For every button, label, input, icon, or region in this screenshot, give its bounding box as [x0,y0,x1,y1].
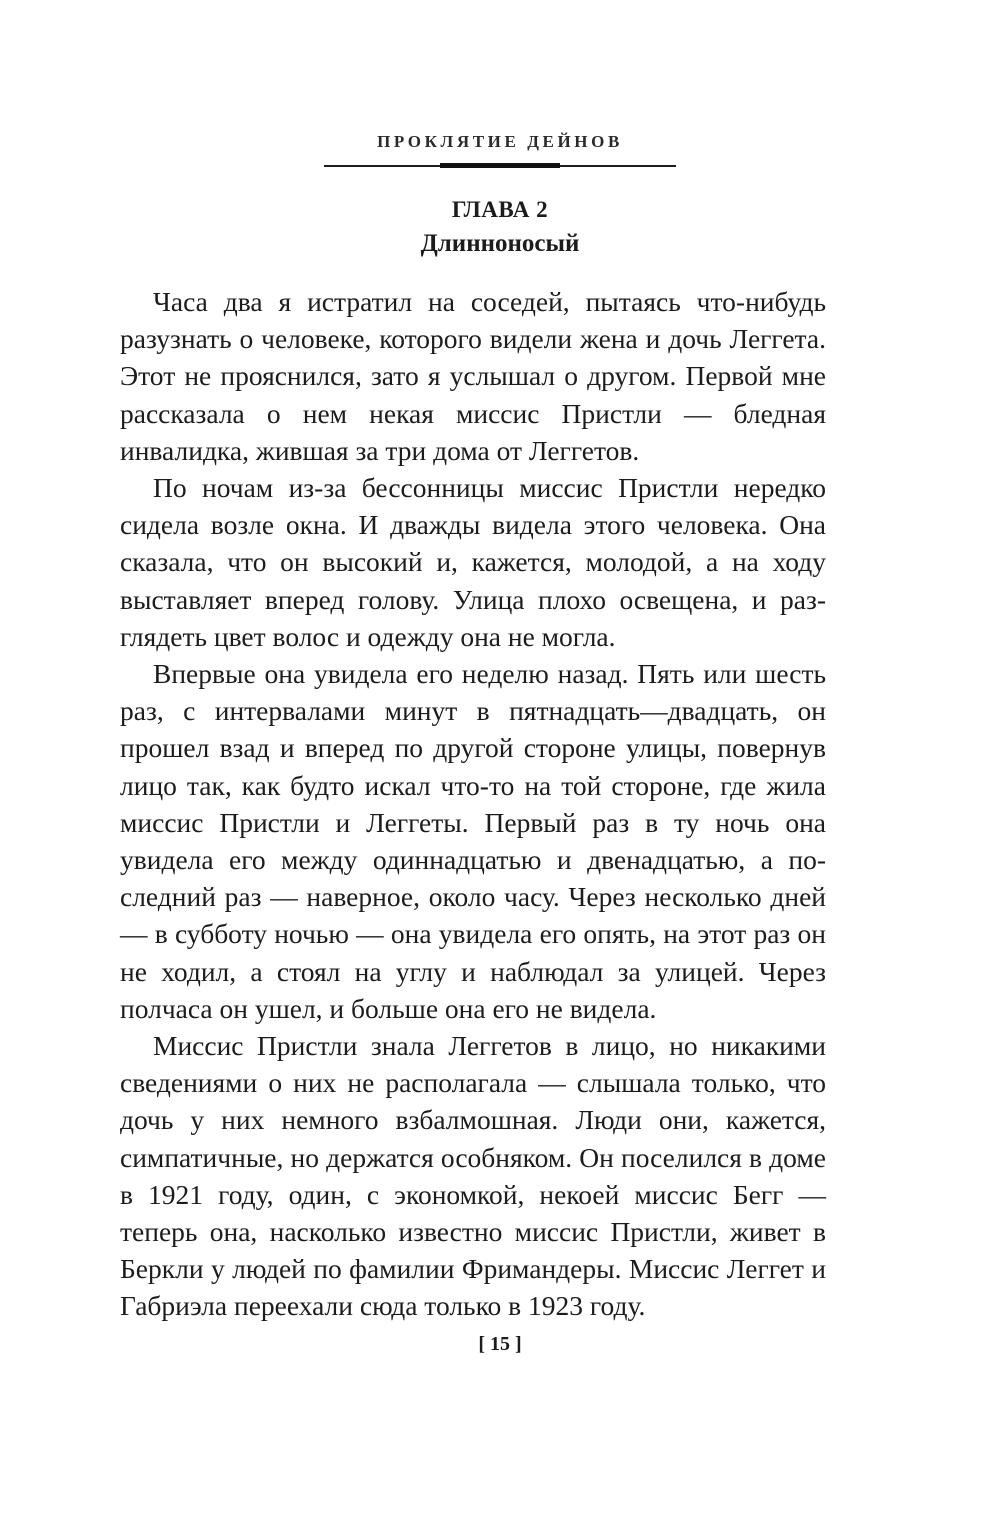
paragraph: По ночам из-за бессонницы миссис Пристли нередко сидела возле окна. И дважды видела этого человека. Она сказала, что он высокий и, кажется, молодой, а на ходу выставляет вперед голову. Улица плохо освещена, и разглядеть цвет волос и одежду она не могла. [120,472,826,652]
running-head: ПРОКЛЯТИЕ ДЕЙНОВ [377,132,623,151]
body-text [120,283,826,1325]
paragraph: Часа два я истратил на соседей, пытаясь что-нибудь разузнать о человеке, которого видели жена и дочь Леггета. Этот не прояснился, зато я услышал о другом. Первой мне рассказала о нем некая миссис Пристли — бледная инвалидка, жившая за три дома от Леггетов. [120,286,826,466]
paragraph: Впервые она увидела его неделю назад. Пять или шесть раз, с интервалами минут в пятнадцать—двадцать, он прошел взад и вперед по другой стороне улицы, повернув лицо так, как будто искал что-то на той стороне, где жила миссис Пристли и Леггеты. Первый раз в ту ночь она увидела его между одиннадцатью и двенадцатью, а последний раз — наверное, около часу. Через несколько дней — в субботу ночью — она увидела его опять, на этот раз он не ходил, а стоял на углу и наблюдал за улицей. Через полчаса он ушел, и больше она его не видела. [120,658,826,1024]
header-rule-accent [440,163,560,168]
page-number: [ 15 ] [478,1333,522,1355]
chapter-number: ГЛАВА 2 [451,197,549,222]
chapter-title: Длинноносый [420,230,580,257]
paragraph: Миссис Пристли знала Леггетов в лицо, но никакими сведениями о них не располагала — слышала только, что дочь у них немного взбалмошная. Люди они, кажется, симпатичные, но держатся особняком. Он поселился в доме в 1921 году, один, с экономкой, некоей миссис Бегг — теперь она, насколько известно миссис Пристли, живет в Беркли у людей по фамилии Фримандеры. Миссис Леггет и Габриэла переехали сюда только в 1923 году. [120,1030,826,1322]
